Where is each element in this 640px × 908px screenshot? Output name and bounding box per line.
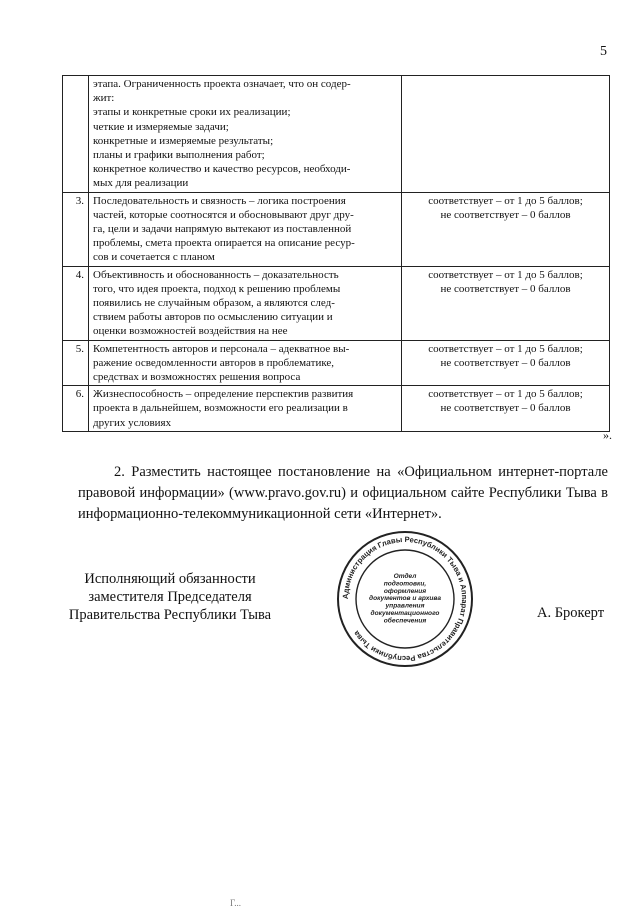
seal-outer-text: Администрация Главы Республики Тыва и Аппарат Правительства Республики Тыва [340,534,470,664]
signature-line-2: заместителя Председателя [88,589,252,605]
row-number: 5. [63,340,89,386]
description-line: ражение осведомленности авторов в проблематике, [93,356,335,369]
row-number: 4. [63,266,89,340]
description-line: Последовательность и связность – логика построения [93,194,346,207]
table-row [63,266,610,340]
score-line: соответствует – от 1 до 5 баллов; [428,194,583,207]
description-line: четкие и измеряемые задачи; [93,120,229,133]
description-line: оценки возможностей воздействия на нее [93,325,288,338]
description-line: Объективность и обоснованность – доказательность [93,268,339,281]
description-line: проекта в дальнейшем, возможности его реализации в [93,402,348,415]
description-line: жит: [93,92,115,105]
criterion-score [402,192,610,266]
score-line: не соответствует – 0 баллов [440,356,571,369]
description-line: Жизнеспособность – определение перспектив развития [93,388,354,401]
criterion-description [89,192,402,266]
seal-center-line: подготовки, [383,580,427,588]
description-line: проблемы, смета проекта опирается на описание ресур- [93,237,355,250]
row-number: 6. [63,386,89,432]
description-line: этапы и конкретные сроки их реализации; [93,106,291,119]
score-line: соответствует – от 1 до 5 баллов; [428,268,583,281]
seal-center-line: управления [385,602,425,610]
description-line: га, цели и задачи напрямую вытекают из поставленной [93,223,352,236]
criterion-score [402,76,610,193]
publication-paragraph [78,462,608,525]
footer-mark: Г... [230,898,241,908]
description-line: мых для реализации [93,177,189,190]
seal-center-line: документов и архива [369,595,441,603]
score-line: не соответствует – 0 баллов [440,282,571,295]
description-line: Компетентность авторов и персонала – адекватное вы- [93,342,350,355]
table-row [63,192,610,266]
criterion-score [402,340,610,386]
row-number: 3. [63,192,89,266]
criteria-table [62,75,610,432]
signature-line-3: Правительства Республики Тыва [68,607,272,623]
seal-center-line: обеспечения [383,617,427,625]
description-line: планы и графики выполнения работ; [93,149,265,162]
description-line: частей, которые соотносятся и обосновывают друг дру- [93,208,354,221]
criterion-description [89,386,402,432]
table-row [63,76,610,193]
seal-center-line: документационного [370,610,440,617]
score-line: не соответствует – 0 баллов [440,402,571,415]
score-line: не соответствует – 0 баллов [440,208,571,221]
criterion-score [402,386,610,432]
criterion-description [89,266,402,340]
criterion-description [89,76,402,193]
table-row [63,386,610,432]
criterion-description [89,340,402,386]
signer-name: А. Брокерт [537,605,605,621]
row-number [63,76,89,193]
table-row [63,340,610,386]
signature-line-1: Исполняющий обязанности [84,571,256,587]
page-number: 5 [600,44,607,59]
description-line: появились не случайным образом, а являются след- [93,297,335,310]
description-line: средствах и возможностях решения вопроса [93,371,301,384]
criterion-score [402,266,610,340]
signature-block [60,570,280,624]
paragraph-text: 2. Разместить настоящее постановление на «Официальном интернет-портале правовой информации» (www.pravo.gov.ru) и официальном сайте Республики Тыва в информационно-телекоммуникационной сети «Интернет». [78,464,608,522]
score-line: соответствует – от 1 до 5 баллов; [428,342,583,355]
description-line: конкретное количество и качество ресурсов, необходи- [93,163,351,176]
description-line: конкретные и измеряемые результаты; [93,134,274,147]
official-seal [336,530,474,668]
seal-center-line: Отдел [393,573,417,580]
score-line: соответствует – от 1 до 5 баллов; [428,388,583,401]
closing-quote: ». [603,428,612,442]
description-line: этапа. Ограниченность проекта означает, что он содер- [93,78,351,90]
description-line: сов и сочетается с планом [93,251,215,264]
description-line: ствием работы авторов по осмыслению ситуации и [93,311,333,324]
description-line: других условиях [93,416,172,429]
description-line: того, что идея проекта, подход к решению проблемы [93,282,341,295]
seal-center-line: оформления [383,587,427,595]
